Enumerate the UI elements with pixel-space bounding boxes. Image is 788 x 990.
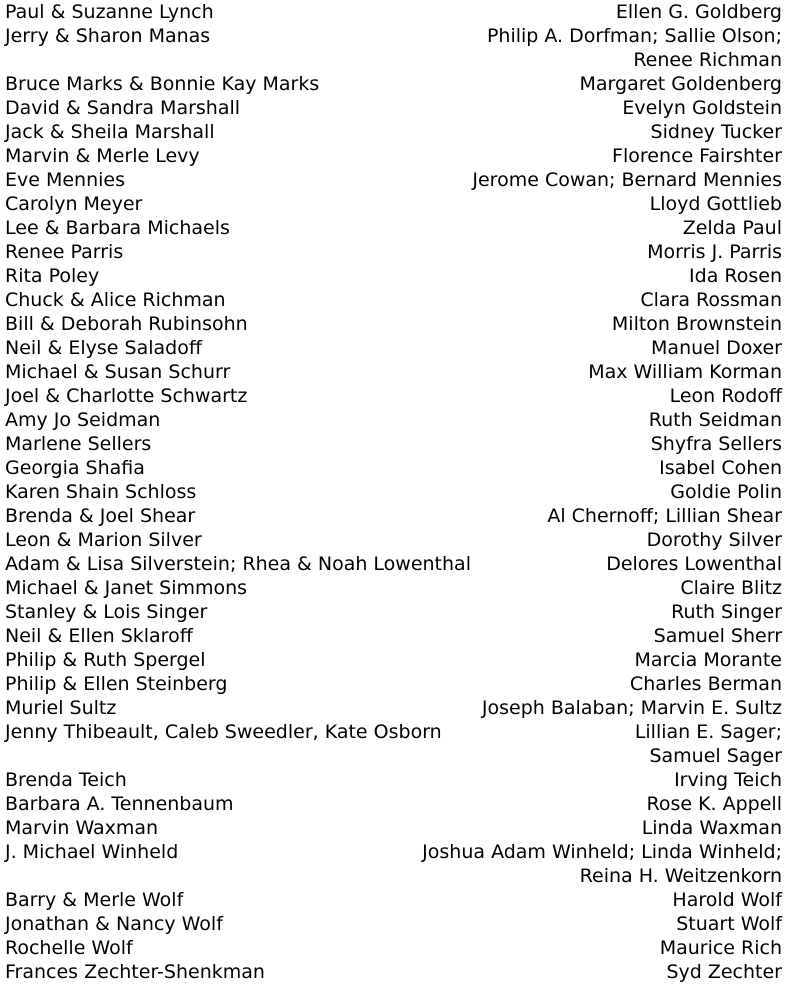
list-item bbox=[5, 936, 782, 960]
honoree-name bbox=[689, 264, 782, 288]
list-item bbox=[5, 432, 782, 456]
honoree-name bbox=[651, 336, 782, 360]
list-item bbox=[5, 552, 782, 576]
honoree-line: Florence Fairshter bbox=[612, 145, 782, 167]
honoree-line: Lloyd Gottlieb bbox=[649, 193, 782, 215]
honoree-line: Joshua Adam Winheld; Linda Winheld; bbox=[422, 841, 782, 863]
donor-name: Chuck & Alice Richman bbox=[5, 289, 226, 311]
donor-name: Leon & Marion Silver bbox=[5, 529, 202, 551]
honoree-line: Reina H. Weitzenkorn bbox=[579, 865, 782, 887]
list-item bbox=[5, 144, 782, 168]
honoree-line: Linda Waxman bbox=[641, 817, 782, 839]
honoree-line: Sidney Tucker bbox=[650, 121, 782, 143]
list-item bbox=[5, 72, 782, 96]
honoree-line: Marcia Morante bbox=[634, 649, 782, 671]
donor-name: Barbara A. Tennenbaum bbox=[5, 793, 234, 815]
honoree-line: Goldie Polin bbox=[670, 481, 782, 503]
honoree-name bbox=[647, 528, 782, 552]
donor-name: Georgia Shafia bbox=[5, 457, 145, 479]
donor-name: Bill & Deborah Rubinsohn bbox=[5, 313, 248, 335]
honoree-name bbox=[660, 936, 782, 960]
list-item bbox=[5, 648, 782, 672]
list-item bbox=[5, 672, 782, 696]
honoree-line: Ellen G. Goldberg bbox=[615, 1, 782, 23]
donor-name: Barry & Merle Wolf bbox=[5, 889, 184, 911]
list-item bbox=[5, 24, 782, 72]
honoree-name bbox=[671, 600, 782, 624]
donor-name: Eve Mennies bbox=[5, 169, 126, 191]
list-item bbox=[5, 816, 782, 840]
honoree-line: Ida Rosen bbox=[689, 265, 782, 287]
list-item bbox=[5, 216, 782, 240]
honoree-name bbox=[635, 648, 783, 672]
honoree-name bbox=[680, 576, 782, 600]
honoree-line: Margaret Goldenberg bbox=[579, 73, 782, 95]
donor-name: Marvin Waxman bbox=[5, 817, 159, 839]
honoree-name bbox=[651, 120, 782, 144]
list-item bbox=[5, 960, 782, 984]
honoree-line: Max William Korman bbox=[588, 361, 782, 383]
honoree-line: Harold Wolf bbox=[672, 889, 782, 911]
honoree-name bbox=[612, 144, 782, 168]
honoree-line: Delores Lowenthal bbox=[606, 553, 782, 575]
honoree-line: Rose K. Appell bbox=[646, 793, 782, 815]
tribute-list bbox=[5, 0, 782, 984]
honoree-name bbox=[580, 72, 783, 96]
honoree-line: Clara Rossman bbox=[640, 289, 782, 311]
honoree-line: Samuel Sherr bbox=[653, 625, 782, 647]
list-item bbox=[5, 120, 782, 144]
list-item bbox=[5, 528, 782, 552]
honoree-name bbox=[654, 624, 782, 648]
list-item bbox=[5, 792, 782, 816]
donor-name: Joel & Charlotte Schwartz bbox=[5, 385, 248, 407]
honoree-line: Stuart Wolf bbox=[676, 913, 782, 935]
honoree-line: Evelyn Goldstein bbox=[622, 97, 782, 119]
honoree-line: Jerome Cowan; Bernard Mennies bbox=[472, 169, 782, 191]
honoree-name bbox=[683, 216, 782, 240]
honoree-line: Charles Berman bbox=[629, 673, 782, 695]
list-item bbox=[5, 624, 782, 648]
honoree-line: Irving Teich bbox=[674, 769, 782, 791]
donor-name: Jenny Thibeault, Caleb Sweedler, Kate Osborn bbox=[5, 721, 442, 743]
honoree-line: Ruth Singer bbox=[671, 601, 782, 623]
honoree-line: Philip A. Dorfman; Sallie Olson; bbox=[486, 25, 782, 47]
honoree-name bbox=[630, 672, 782, 696]
list-item bbox=[5, 456, 782, 480]
donor-name: Brenda & Joel Shear bbox=[5, 505, 196, 527]
donor-name: Philip & Ruth Spergel bbox=[5, 649, 206, 671]
list-item bbox=[5, 720, 782, 768]
honoree-name bbox=[547, 504, 782, 528]
honoree-name bbox=[616, 0, 782, 24]
donor-name: Michael & Susan Schurr bbox=[5, 361, 231, 383]
honoree-line: Leon Rodoff bbox=[669, 385, 782, 407]
list-item bbox=[5, 768, 782, 792]
honoree-name bbox=[612, 312, 782, 336]
honoree-name bbox=[670, 480, 782, 504]
honoree-line: Lillian E. Sager; bbox=[634, 721, 782, 743]
donor-name: Neil & Ellen Sklaroff bbox=[5, 625, 193, 647]
list-item bbox=[5, 288, 782, 312]
list-item bbox=[5, 96, 782, 120]
donor-name: Jerry & Sharon Manas bbox=[5, 25, 211, 47]
list-item bbox=[5, 912, 782, 936]
honoree-name bbox=[659, 456, 782, 480]
donor-name: Neil & Elyse Saladoff bbox=[5, 337, 202, 359]
honoree-name bbox=[649, 408, 782, 432]
donor-name: Rita Poley bbox=[5, 265, 100, 287]
honoree-name bbox=[647, 240, 782, 264]
list-item bbox=[5, 576, 782, 600]
donor-name: Bruce Marks & Bonnie Kay Marks bbox=[5, 73, 320, 95]
list-item bbox=[5, 408, 782, 432]
honoree-name bbox=[670, 384, 782, 408]
honoree-name bbox=[472, 168, 782, 192]
honoree-name bbox=[635, 720, 782, 768]
donor-name: Paul & Suzanne Lynch bbox=[5, 1, 214, 23]
list-item bbox=[5, 312, 782, 336]
honoree-line: Shyfra Sellers bbox=[650, 433, 782, 455]
donor-name: Frances Zechter-Shenkman bbox=[5, 961, 265, 983]
list-item bbox=[5, 600, 782, 624]
list-item bbox=[5, 504, 782, 528]
list-item bbox=[5, 384, 782, 408]
honoree-name bbox=[642, 816, 782, 840]
donor-name: Rochelle Wolf bbox=[5, 937, 133, 959]
donor-name: Adam & Lisa Silverstein; Rhea & Noah Lowenthal bbox=[5, 553, 471, 575]
honoree-line: Ruth Seidman bbox=[648, 409, 782, 431]
donor-name: Marlene Sellers bbox=[5, 433, 152, 455]
honoree-name bbox=[606, 552, 782, 576]
honoree-name bbox=[672, 888, 782, 912]
honoree-name bbox=[487, 24, 782, 72]
honoree-name bbox=[650, 192, 782, 216]
honoree-line: Manuel Doxer bbox=[651, 337, 782, 359]
honoree-line: Al Chernoff; Lillian Shear bbox=[547, 505, 782, 527]
donor-name: Carolyn Meyer bbox=[5, 193, 143, 215]
honoree-line: Samuel Sager bbox=[649, 745, 782, 767]
donor-name: Brenda Teich bbox=[5, 769, 127, 791]
donor-name: Amy Jo Seidman bbox=[5, 409, 161, 431]
honoree-line: Isabel Cohen bbox=[659, 457, 782, 479]
donor-name: Lee & Barbara Michaels bbox=[5, 217, 230, 239]
honoree-line: Zelda Paul bbox=[682, 217, 782, 239]
list-item bbox=[5, 480, 782, 504]
list-item bbox=[5, 696, 782, 720]
honoree-name bbox=[482, 696, 782, 720]
donor-name: Muriel Sultz bbox=[5, 697, 117, 719]
honoree-name bbox=[422, 840, 782, 888]
list-item bbox=[5, 240, 782, 264]
donor-name: Jonathan & Nancy Wolf bbox=[5, 913, 223, 935]
honoree-name bbox=[646, 792, 782, 816]
honoree-name bbox=[651, 432, 782, 456]
honoree-line: Claire Blitz bbox=[680, 577, 782, 599]
list-item bbox=[5, 168, 782, 192]
honoree-name bbox=[622, 96, 782, 120]
honoree-name bbox=[588, 360, 782, 384]
honoree-name bbox=[676, 912, 782, 936]
donor-name: Michael & Janet Simmons bbox=[5, 577, 248, 599]
list-item bbox=[5, 360, 782, 384]
honoree-line: Joseph Balaban; Marvin E. Sultz bbox=[481, 697, 782, 719]
donor-name: Jack & Sheila Marshall bbox=[5, 121, 215, 143]
honoree-line: Dorothy Silver bbox=[646, 529, 782, 551]
donor-name: Karen Shain Schloss bbox=[5, 481, 197, 503]
honoree-line: Syd Zechter bbox=[666, 961, 782, 983]
donor-name: David & Sandra Marshall bbox=[5, 97, 241, 119]
list-item bbox=[5, 336, 782, 360]
list-item bbox=[5, 192, 782, 216]
list-item bbox=[5, 888, 782, 912]
honoree-line: Milton Brownstein bbox=[611, 313, 782, 335]
donor-name: Philip & Ellen Steinberg bbox=[5, 673, 228, 695]
list-item bbox=[5, 840, 782, 888]
honoree-name bbox=[640, 288, 782, 312]
honoree-name bbox=[674, 768, 782, 792]
donor-name: Renee Parris bbox=[5, 241, 124, 263]
honoree-name bbox=[666, 960, 782, 984]
honoree-line: Renee Richman bbox=[633, 49, 782, 71]
honoree-line: Morris J. Parris bbox=[647, 241, 782, 263]
donor-name: J. Michael Winheld bbox=[5, 841, 179, 863]
donor-name: Marvin & Merle Levy bbox=[5, 145, 200, 167]
donor-name: Stanley & Lois Singer bbox=[5, 601, 208, 623]
honoree-line: Maurice Rich bbox=[659, 937, 782, 959]
list-item bbox=[5, 264, 782, 288]
list-item bbox=[5, 0, 782, 24]
